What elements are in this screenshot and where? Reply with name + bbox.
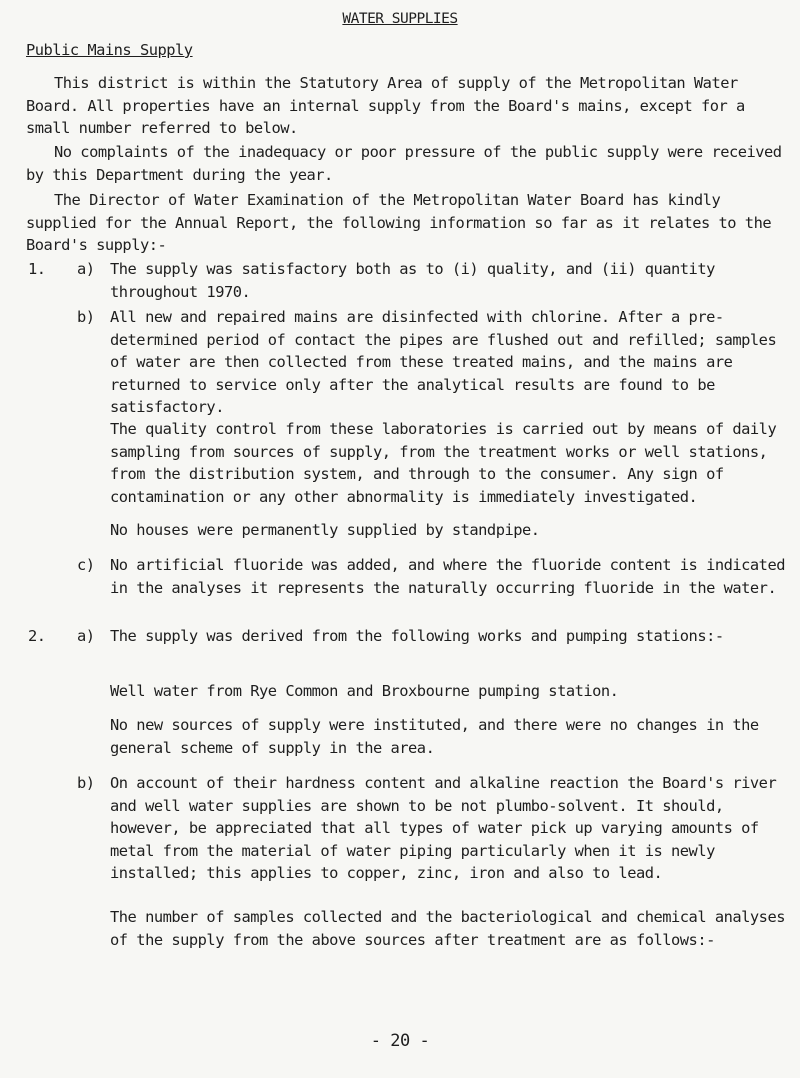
item-2a-no-new-sources: No new sources of supply were instituted, and there were no changes in the general scheme of supply in the area. — [110, 716, 759, 757]
page-number: - 20 - — [370, 1031, 430, 1051]
page-title: WATER SUPPLIES — [342, 11, 458, 27]
item-2b-label: b) — [77, 774, 95, 792]
item-2a-label: a) — [77, 627, 95, 645]
item-2b-text: On account of their hardness content and alkaline reaction the Board's river and well water supplies are shown to be not plumbo-solvent. It should, however, be appreciated that all types of water pick up varying amounts of metal from the material of water piping particularly when it is newly installed; this applies to copper, zinc, iron and also to lead. — [110, 774, 777, 882]
item-number-2: 2. — [28, 627, 46, 645]
paragraph-director: The Director of Water Examination of the Metropolitan Water Board has kindly supplied for the Annual Report, the following information so far as it relates to the Board's supply:- — [26, 191, 772, 254]
item-2b-samples: The number of samples collected and the bacteriological and chemical analyses of the supply from the above sources after treatment are as follows:- — [110, 908, 785, 949]
item-1a-text: The supply was satisfactory both as to (i) quality, and (ii) quantity throughout 1970. — [110, 260, 715, 301]
item-2a-well-water: Well water from Rye Common and Broxbourne pumping station. — [110, 682, 619, 700]
item-1b-standpipe: No houses were permanently supplied by standpipe. — [110, 521, 540, 539]
paragraph-complaints: No complaints of the inadequacy or poor pressure of the public supply were received by this Department during the year. — [26, 143, 782, 184]
item-number-1: 1. — [28, 260, 46, 278]
item-1b-label: b) — [77, 308, 95, 326]
section-heading: Public Mains Supply — [26, 41, 193, 59]
item-1a-label: a) — [77, 260, 95, 278]
item-1b-quality-control: The quality control from these laboratories is carried out by means of daily sampling from sources of supply, from the treatment works or well stations, from the distribution system, and through to the consumer. Any sign of contamination or any other abnormality is immediately investigated. — [110, 420, 777, 506]
item-1b-text: All new and repaired mains are disinfected with chlorine. After a pre-determined period of contact the pipes are flushed out and refilled; samples of water are then collected from these treated mains, and the mains are returned to service only after the analytical results are found to be satisfactory. — [110, 308, 777, 416]
item-1c-label: c) — [77, 556, 95, 574]
item-1c-text: No artificial fluoride was added, and where the fluoride content is indicated in the analyses it represents the naturally occurring fluoride in the water. — [110, 556, 785, 597]
item-2a-text: The supply was derived from the following works and pumping stations:- — [110, 627, 724, 645]
paragraph-statutory-area: This district is within the Statutory Area of supply of the Metropolitan Water Board. All properties have an internal supply from the Board's mains, except for a small number referred to below. — [26, 74, 745, 137]
